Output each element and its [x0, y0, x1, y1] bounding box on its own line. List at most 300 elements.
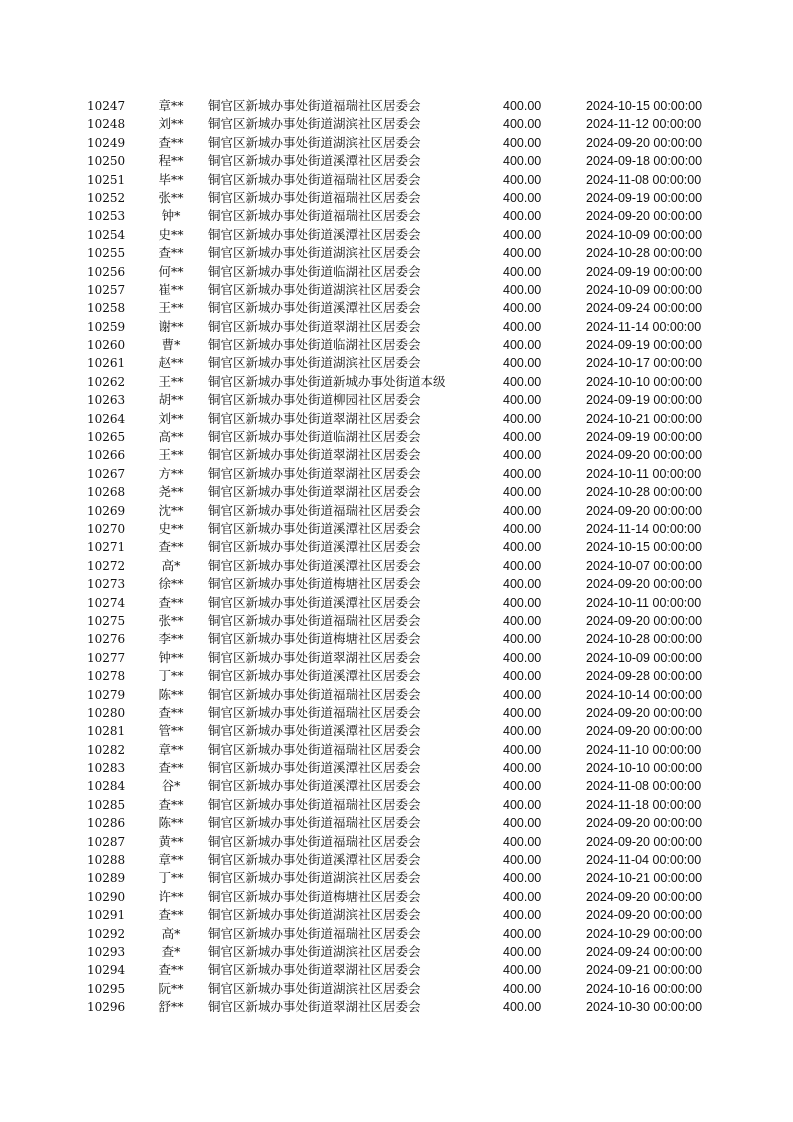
- organization: 铜官区新城办事处街道福瑞社区居委会: [208, 612, 421, 628]
- record-id: 10277: [87, 650, 126, 665]
- organization: 铜官区新城办事处街道溪潭社区居委会: [208, 520, 421, 536]
- record-id: 10261: [87, 356, 126, 371]
- record-id: 10247: [87, 99, 126, 113]
- table-row: [0, 557, 793, 575]
- amount: 400.00: [503, 963, 542, 978]
- amount: 400.00: [503, 926, 542, 941]
- person-name: 胡**: [158, 392, 184, 408]
- record-id: 10282: [87, 742, 126, 757]
- date: 2024-10-14 00:00:00: [586, 687, 703, 702]
- person-name: 王**: [158, 300, 184, 316]
- organization: 铜官区新城办事处街道福瑞社区居委会: [208, 189, 421, 205]
- table-row: [0, 428, 793, 446]
- date: 2024-10-11 00:00:00: [586, 595, 702, 610]
- person-name: 张**: [158, 612, 184, 628]
- table-row: [0, 538, 793, 556]
- person-name: 查**: [158, 134, 184, 150]
- organization: 铜官区新城办事处街道湖滨社区居委会: [208, 943, 421, 959]
- person-name: 谢**: [158, 318, 184, 334]
- record-id: 10275: [87, 613, 126, 628]
- date: 2024-09-20 00:00:00: [586, 448, 703, 463]
- amount: 400.00: [503, 705, 542, 720]
- amount: 400.00: [503, 338, 542, 353]
- person-name: 赵**: [158, 355, 184, 371]
- date: 2024-10-09 00:00:00: [586, 282, 703, 297]
- record-id: 10283: [87, 761, 126, 776]
- person-name: 沈**: [158, 502, 184, 518]
- amount: 400.00: [503, 871, 542, 886]
- organization: 铜官区新城办事处街道湖滨社区居委会: [208, 134, 421, 150]
- record-id: 10273: [87, 577, 126, 592]
- table-row: [0, 612, 793, 630]
- date: 2024-10-07 00:00:00: [586, 558, 703, 573]
- person-name: 查**: [158, 962, 184, 978]
- organization: 铜官区新城办事处街道溪潭社区居委会: [208, 557, 421, 573]
- record-id: 10258: [87, 301, 126, 316]
- amount: 400.00: [503, 117, 542, 132]
- table-row: [0, 594, 793, 612]
- record-id: 10248: [87, 117, 126, 132]
- organization: 铜官区新城办事处街道福瑞社区居委会: [208, 815, 421, 831]
- organization: 铜官区新城办事处街道翠湖社区居委会: [208, 318, 421, 334]
- amount: 400.00: [503, 246, 542, 261]
- organization: 铜官区新城办事处街道福瑞社区居委会: [208, 502, 421, 518]
- organization: 铜官区新城办事处街道福瑞社区居委会: [208, 925, 421, 941]
- date: 2024-10-15 00:00:00: [586, 99, 703, 113]
- table-row: [0, 115, 793, 133]
- table-row: [0, 980, 793, 998]
- organization: 铜官区新城办事处街道梅塘社区居委会: [208, 576, 421, 592]
- person-name: 崔**: [158, 281, 184, 297]
- amount: 400.00: [503, 595, 542, 610]
- person-name: 史**: [158, 226, 184, 242]
- amount: 400.00: [503, 319, 542, 334]
- person-name: 李**: [158, 631, 184, 647]
- organization: 铜官区新城办事处街道柳园社区居委会: [208, 392, 421, 408]
- person-name: 查**: [158, 539, 184, 555]
- date: 2024-10-10 00:00:00: [586, 761, 703, 776]
- date: 2024-09-20 00:00:00: [586, 724, 703, 739]
- amount: 400.00: [503, 356, 542, 371]
- person-name: 高*: [161, 925, 181, 941]
- record-id: 10266: [87, 448, 126, 463]
- table-row: [0, 134, 793, 152]
- organization: 铜官区新城办事处街道湖滨社区居委会: [208, 907, 421, 923]
- date: 2024-11-18 00:00:00: [586, 797, 702, 812]
- person-name: 黄**: [158, 833, 184, 849]
- amount: 400.00: [503, 558, 542, 573]
- person-name: 高**: [158, 429, 184, 445]
- organization: 铜官区新城办事处街道临湖社区居委会: [208, 263, 421, 279]
- amount: 400.00: [503, 908, 542, 923]
- organization: 铜官区新城办事处街道临湖社区居委会: [208, 337, 421, 353]
- record-id: 10287: [87, 834, 126, 849]
- person-name: 方**: [158, 465, 184, 481]
- organization: 铜官区新城办事处街道翠湖社区居委会: [208, 999, 421, 1015]
- date: 2024-10-28 00:00:00: [586, 632, 703, 647]
- date: 2024-10-11 00:00:00: [586, 466, 702, 481]
- amount: 400.00: [503, 944, 542, 959]
- table-row: [0, 152, 793, 170]
- table-row: [0, 869, 793, 887]
- person-name: 查**: [158, 796, 184, 812]
- table-row: [0, 226, 793, 244]
- record-id: 10251: [87, 172, 126, 187]
- table-row: [0, 943, 793, 961]
- date: 2024-09-19 00:00:00: [586, 190, 703, 205]
- date: 2024-10-10 00:00:00: [586, 374, 703, 389]
- date: 2024-10-16 00:00:00: [586, 981, 703, 996]
- table-row: [0, 97, 793, 115]
- table-row: [0, 851, 793, 869]
- date: 2024-09-21 00:00:00: [586, 963, 703, 978]
- amount: 400.00: [503, 301, 542, 316]
- record-id: 10294: [87, 963, 126, 978]
- person-name: 王**: [158, 373, 184, 389]
- date: 2024-11-10 00:00:00: [586, 742, 702, 757]
- date: 2024-10-21 00:00:00: [586, 871, 703, 886]
- person-name: 高*: [161, 557, 181, 573]
- date: 2024-10-29 00:00:00: [586, 926, 703, 941]
- table-row: [0, 925, 793, 943]
- amount: 400.00: [503, 227, 542, 242]
- amount: 400.00: [503, 853, 542, 868]
- record-id: 10254: [87, 227, 126, 242]
- table-row: [0, 906, 793, 924]
- record-id: 10279: [87, 687, 126, 702]
- table-row: [0, 961, 793, 979]
- record-id: 10257: [87, 282, 126, 297]
- date: 2024-11-08 00:00:00: [586, 172, 702, 187]
- date: 2024-09-20 00:00:00: [586, 816, 703, 831]
- record-id: 10268: [87, 485, 126, 500]
- table-row: [0, 814, 793, 832]
- date: 2024-09-19 00:00:00: [586, 264, 703, 279]
- table-row: [0, 888, 793, 906]
- amount: 400.00: [503, 448, 542, 463]
- table-row: [0, 189, 793, 207]
- date: 2024-09-20 00:00:00: [586, 834, 703, 849]
- record-id: 10265: [87, 430, 126, 445]
- person-name: 刘**: [158, 116, 184, 132]
- table-row: [0, 410, 793, 428]
- organization: 铜官区新城办事处街道新城办事处街道本级: [208, 373, 446, 389]
- date: 2024-09-19 00:00:00: [586, 393, 703, 408]
- organization: 铜官区新城办事处街道福瑞社区居委会: [208, 98, 421, 113]
- amount: 400.00: [503, 669, 542, 684]
- organization: 铜官区新城办事处街道湖滨社区居委会: [208, 980, 421, 996]
- table-row: [0, 263, 793, 281]
- amount: 400.00: [503, 135, 542, 150]
- amount: 400.00: [503, 430, 542, 445]
- date: 2024-09-20 00:00:00: [586, 577, 703, 592]
- record-id: 10286: [87, 816, 126, 831]
- person-name: 程**: [158, 153, 184, 169]
- date: 2024-09-20 00:00:00: [586, 135, 703, 150]
- person-name: 章**: [158, 852, 184, 868]
- table-row: [0, 318, 793, 336]
- amount: 400.00: [503, 154, 542, 169]
- organization: 铜官区新城办事处街道湖滨社区居委会: [208, 870, 421, 886]
- person-name: 舒**: [158, 999, 184, 1015]
- amount: 400.00: [503, 724, 542, 739]
- organization: 铜官区新城办事处街道翠湖社区居委会: [208, 649, 421, 665]
- table-row: [0, 354, 793, 372]
- person-name: 查**: [158, 704, 184, 720]
- organization: 铜官区新城办事处街道临湖社区居委会: [208, 429, 421, 445]
- record-id: 10256: [87, 264, 126, 279]
- record-id: 10295: [87, 981, 126, 996]
- table-row: [0, 446, 793, 464]
- organization: 铜官区新城办事处街道福瑞社区居委会: [208, 704, 421, 720]
- organization: 铜官区新城办事处街道福瑞社区居委会: [208, 686, 421, 702]
- organization: 铜官区新城办事处街道翠湖社区居委会: [208, 447, 421, 463]
- date: 2024-09-20 00:00:00: [586, 613, 703, 628]
- date: 2024-09-18 00:00:00: [586, 154, 703, 169]
- person-name: 许**: [158, 888, 184, 904]
- person-name: 刘**: [158, 410, 184, 426]
- amount: 400.00: [503, 816, 542, 831]
- organization: 铜官区新城办事处街道溪潭社区居委会: [208, 852, 421, 868]
- amount: 400.00: [503, 1000, 542, 1015]
- date: 2024-10-30 00:00:00: [586, 1000, 703, 1015]
- table-row: [0, 483, 793, 501]
- date: 2024-11-14 00:00:00: [586, 521, 702, 536]
- date: 2024-09-19 00:00:00: [586, 338, 703, 353]
- amount: 400.00: [503, 889, 542, 904]
- organization: 铜官区新城办事处街道福瑞社区居委会: [208, 171, 421, 187]
- record-id: 10292: [87, 926, 126, 941]
- person-name: 张**: [158, 189, 184, 205]
- organization: 铜官区新城办事处街道福瑞社区居委会: [208, 796, 421, 812]
- record-id: 10296: [87, 1000, 126, 1015]
- date: 2024-10-28 00:00:00: [586, 485, 703, 500]
- table-row: [0, 722, 793, 740]
- person-name: 查**: [158, 245, 184, 261]
- date: 2024-09-20 00:00:00: [586, 908, 703, 923]
- organization: 铜官区新城办事处街道溪潭社区居委会: [208, 153, 421, 169]
- person-name: 史**: [158, 520, 184, 536]
- table-row: [0, 777, 793, 795]
- date: 2024-11-12 00:00:00: [586, 117, 702, 132]
- date: 2024-11-04 00:00:00: [586, 853, 702, 868]
- person-name: 查**: [158, 907, 184, 923]
- amount: 400.00: [503, 466, 542, 481]
- amount: 400.00: [503, 282, 542, 297]
- organization: 铜官区新城办事处街道溪潭社区居委会: [208, 668, 421, 684]
- person-name: 查*: [161, 943, 181, 959]
- record-id: 10270: [87, 521, 126, 536]
- table-row: [0, 336, 793, 354]
- person-name: 王**: [158, 447, 184, 463]
- date: 2024-10-21 00:00:00: [586, 411, 703, 426]
- amount: 400.00: [503, 99, 542, 113]
- date: 2024-10-15 00:00:00: [586, 540, 703, 555]
- person-name: 曹*: [161, 337, 181, 353]
- table-row: [0, 630, 793, 648]
- table-row: [0, 741, 793, 759]
- record-id: 10293: [87, 944, 126, 959]
- amount: 400.00: [503, 503, 542, 518]
- table-row: [0, 649, 793, 667]
- record-id: 10271: [87, 540, 126, 555]
- person-name: 查**: [158, 594, 184, 610]
- record-id: 10288: [87, 853, 126, 868]
- table-row: [0, 299, 793, 317]
- organization: 铜官区新城办事处街道湖滨社区居委会: [208, 355, 421, 371]
- person-name: 章**: [158, 741, 184, 757]
- person-name: 尧**: [158, 484, 184, 500]
- person-name: 何**: [158, 263, 184, 279]
- table-row: [0, 686, 793, 704]
- table-row: [0, 244, 793, 262]
- organization: 铜官区新城办事处街道翠湖社区居委会: [208, 465, 421, 481]
- amount: 400.00: [503, 393, 542, 408]
- person-name: 查**: [158, 760, 184, 776]
- amount: 400.00: [503, 761, 542, 776]
- table-row: [0, 207, 793, 225]
- amount: 400.00: [503, 981, 542, 996]
- record-id: 10272: [87, 558, 126, 573]
- organization: 铜官区新城办事处街道湖滨社区居委会: [208, 245, 421, 261]
- person-name: 钟*: [161, 208, 181, 224]
- record-id: 10280: [87, 705, 126, 720]
- person-name: 钟**: [158, 649, 184, 665]
- organization: 铜官区新城办事处街道梅塘社区居委会: [208, 631, 421, 647]
- person-name: 陈**: [158, 686, 184, 702]
- record-id: 10269: [87, 503, 126, 518]
- amount: 400.00: [503, 650, 542, 665]
- record-id: 10260: [87, 338, 126, 353]
- table-row: [0, 575, 793, 593]
- organization: 铜官区新城办事处街道福瑞社区居委会: [208, 741, 421, 757]
- date: 2024-10-09 00:00:00: [586, 227, 703, 242]
- record-id: 10290: [87, 889, 126, 904]
- record-id: 10284: [87, 779, 126, 794]
- amount: 400.00: [503, 797, 542, 812]
- organization: 铜官区新城办事处街道溪潭社区居委会: [208, 226, 421, 242]
- amount: 400.00: [503, 540, 542, 555]
- record-id: 10278: [87, 669, 126, 684]
- date: 2024-09-20 00:00:00: [586, 503, 703, 518]
- person-name: 丁**: [158, 668, 184, 684]
- date: 2024-09-20 00:00:00: [586, 889, 703, 904]
- date: 2024-09-19 00:00:00: [586, 430, 703, 445]
- person-name: 谷*: [161, 778, 181, 794]
- date: 2024-11-08 00:00:00: [586, 779, 702, 794]
- date: 2024-09-28 00:00:00: [586, 669, 703, 684]
- organization: 铜官区新城办事处街道福瑞社区居委会: [208, 208, 421, 224]
- table-row: [0, 373, 793, 391]
- table-row: [0, 667, 793, 685]
- record-id: 10262: [87, 374, 126, 389]
- person-name: 丁**: [158, 870, 184, 886]
- table-row: [0, 281, 793, 299]
- organization: 铜官区新城办事处街道翠湖社区居委会: [208, 410, 421, 426]
- record-id: 10250: [87, 154, 126, 169]
- person-name: 阮**: [158, 980, 184, 996]
- amount: 400.00: [503, 172, 542, 187]
- amount: 400.00: [503, 632, 542, 647]
- organization: 铜官区新城办事处街道翠湖社区居委会: [208, 962, 421, 978]
- organization: 铜官区新城办事处街道溪潭社区居委会: [208, 778, 421, 794]
- record-id: 10255: [87, 246, 126, 261]
- organization: 铜官区新城办事处街道溪潭社区居委会: [208, 300, 421, 316]
- record-id: 10281: [87, 724, 126, 739]
- date: 2024-09-20 00:00:00: [586, 209, 703, 224]
- table-row: [0, 391, 793, 409]
- amount: 400.00: [503, 374, 542, 389]
- amount: 400.00: [503, 411, 542, 426]
- amount: 400.00: [503, 521, 542, 536]
- amount: 400.00: [503, 264, 542, 279]
- amount: 400.00: [503, 779, 542, 794]
- record-id: 10274: [87, 595, 126, 610]
- date: 2024-09-20 00:00:00: [586, 705, 703, 720]
- organization: 铜官区新城办事处街道梅塘社区居委会: [208, 888, 421, 904]
- table-row: [0, 465, 793, 483]
- person-name: 毕**: [158, 171, 184, 187]
- record-id: 10289: [87, 871, 126, 886]
- table-row: [0, 796, 793, 814]
- record-table: [0, 97, 793, 1017]
- table-row: [0, 998, 793, 1016]
- organization: 铜官区新城办事处街道湖滨社区居委会: [208, 116, 421, 132]
- record-id: 10291: [87, 908, 126, 923]
- record-id: 10264: [87, 411, 126, 426]
- date: 2024-10-28 00:00:00: [586, 246, 703, 261]
- table-row: [0, 704, 793, 722]
- person-name: 管**: [158, 723, 184, 739]
- amount: 400.00: [503, 577, 542, 592]
- amount: 400.00: [503, 687, 542, 702]
- person-name: 章**: [158, 98, 184, 113]
- organization: 铜官区新城办事处街道湖滨社区居委会: [208, 281, 421, 297]
- record-id: 10267: [87, 466, 126, 481]
- table-row: [0, 759, 793, 777]
- date: 2024-10-17 00:00:00: [586, 356, 703, 371]
- table-row: [0, 171, 793, 189]
- amount: 400.00: [503, 834, 542, 849]
- organization: 铜官区新城办事处街道溪潭社区居委会: [208, 723, 421, 739]
- organization: 铜官区新城办事处街道福瑞社区居委会: [208, 833, 421, 849]
- record-id: 10249: [87, 135, 126, 150]
- date: 2024-11-14 00:00:00: [586, 319, 702, 334]
- amount: 400.00: [503, 190, 542, 205]
- record-id: 10263: [87, 393, 126, 408]
- organization: 铜官区新城办事处街道翠湖社区居委会: [208, 484, 421, 500]
- date: 2024-09-24 00:00:00: [586, 301, 703, 316]
- amount: 400.00: [503, 742, 542, 757]
- date: 2024-09-24 00:00:00: [586, 944, 703, 959]
- record-id: 10276: [87, 632, 126, 647]
- date: 2024-10-09 00:00:00: [586, 650, 703, 665]
- organization: 铜官区新城办事处街道溪潭社区居委会: [208, 594, 421, 610]
- person-name: 陈**: [158, 815, 184, 831]
- record-id: 10285: [87, 797, 126, 812]
- record-id: 10253: [87, 209, 126, 224]
- record-id: 10259: [87, 319, 126, 334]
- organization: 铜官区新城办事处街道溪潭社区居委会: [208, 539, 421, 555]
- amount: 400.00: [503, 613, 542, 628]
- person-name: 徐**: [158, 576, 184, 592]
- table-row: [0, 520, 793, 538]
- amount: 400.00: [503, 485, 542, 500]
- table-row: [0, 502, 793, 520]
- record-id: 10252: [87, 190, 126, 205]
- table-row: [0, 833, 793, 851]
- amount: 400.00: [503, 209, 542, 224]
